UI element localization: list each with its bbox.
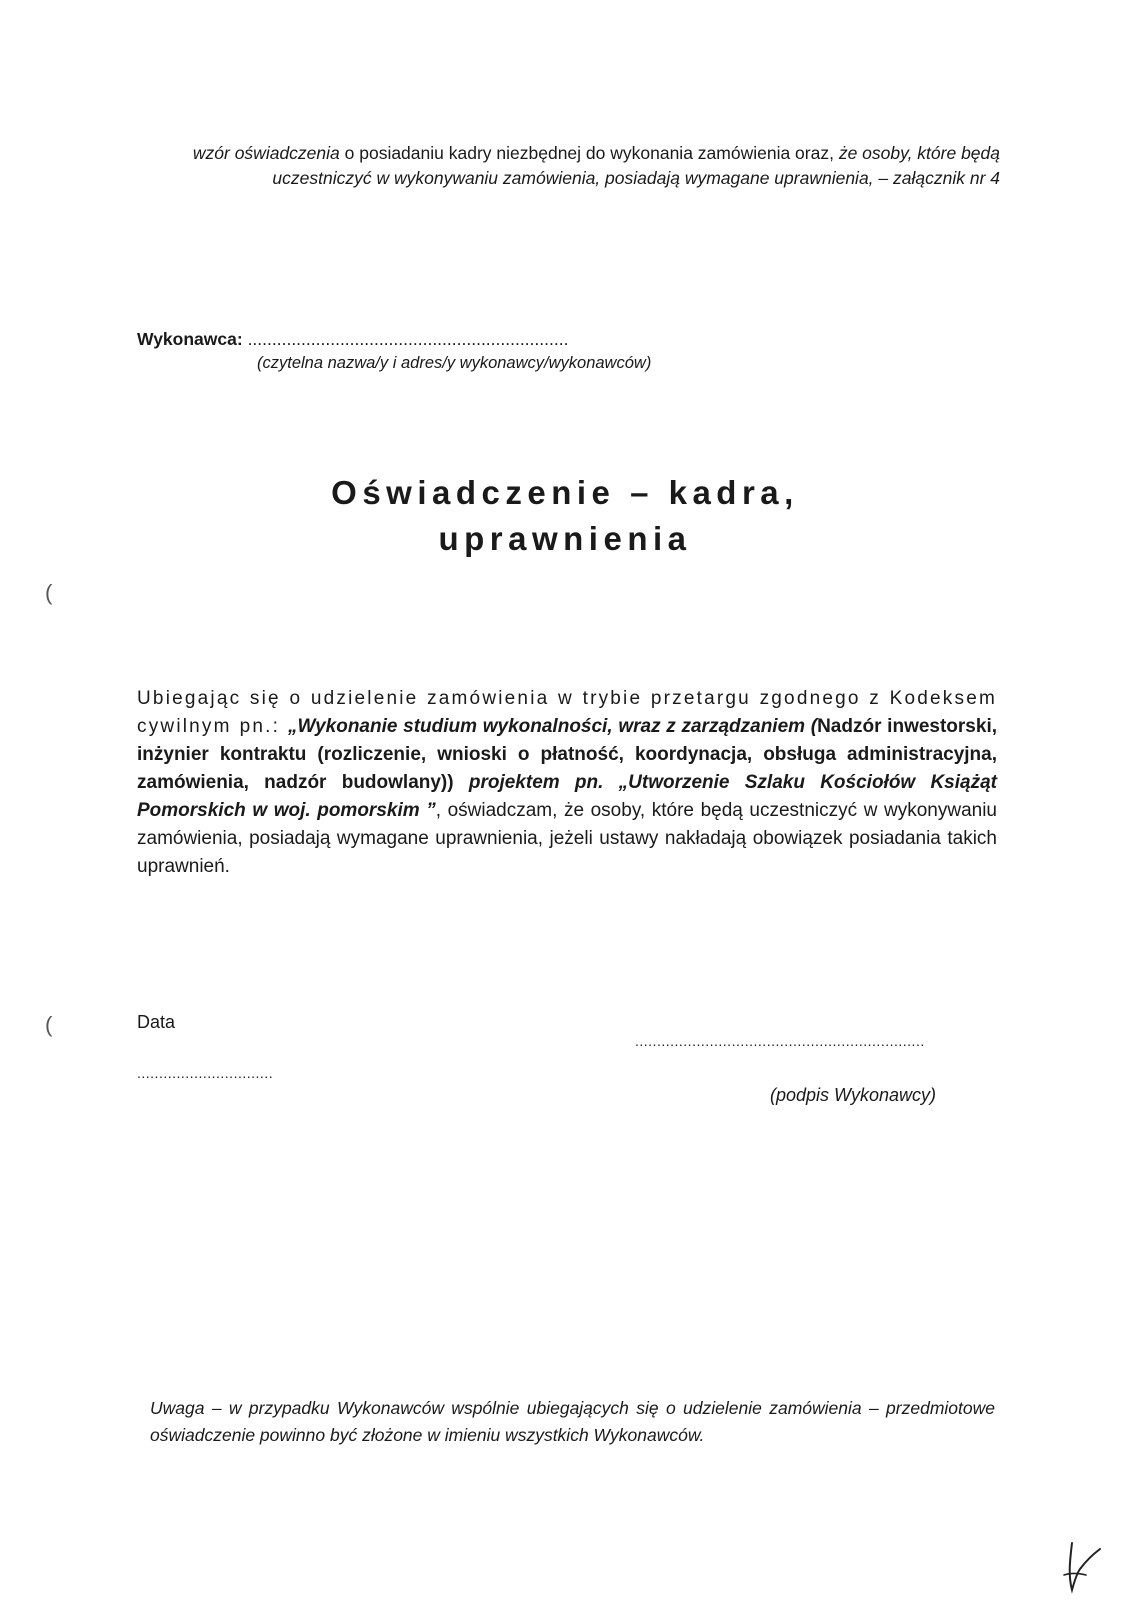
statement-project-name: „Wykonanie studium wykonalności, wraz z zarządzaniem ( [287, 716, 818, 737]
header-italic-lead: wzór oświadczenia [192, 143, 340, 163]
document-header [150, 141, 1000, 191]
date-label: Data [137, 1012, 176, 1032]
contractor-label: Wykonawca: [137, 329, 243, 349]
signature-label: (podpis Wykonawcy) [770, 1085, 937, 1105]
contractor-field [137, 327, 837, 375]
statement-paragraph [137, 685, 997, 881]
statement-ending: , oświadczam, że osoby, które będą uczestniczyć w wykonywaniu zamówienia, posiadają wymagane uprawnienia, jeżeli ustawy nakładają obowiązek posiadania takich uprawnień. [137, 800, 998, 877]
margin-mark: ( [45, 580, 53, 605]
contractor-hint: (czytelna nazwa/y i adres/y wykonawcy/wykonawców) [257, 354, 652, 372]
signature-dots: .................................................................. [635, 1033, 925, 1049]
handwritten-signature-icon [1050, 1535, 1110, 1595]
title-line-2: uprawnienia [438, 520, 692, 557]
statement-project-scope: Nadzór inwestorski, inżynier kontraktu (rozliczenie, wnioski o płatność, koordynacja, obsługa administracyjna, zamówienia, nadzór budowlany)) [137, 716, 997, 793]
header-italic-tail: że osoby, które będą uczestniczyć w wykonywaniu zamówienia, posiadają wymagane uprawnienia, – załącznik nr 4 [272, 143, 1000, 188]
statement-intro: Ubiegając się o udzielenie zamówienia w trybie przetargu zgodnego z Kodeksem cywilnym pn.: [137, 688, 997, 737]
document-title [240, 470, 890, 562]
header-plain: o posiadaniu kadry niezbędnej do wykonania zamówienia oraz, [339, 143, 839, 163]
title-line-1: Oświadczenie – kadra, [331, 474, 799, 511]
date-dots: ............................... [137, 1065, 274, 1081]
contractor-dots: .................................................................. [247, 329, 569, 349]
statement-project-title: projektem pn. „Utworzenie Szlaku Kościołów Książąt Pomorskich w woj. pomorskim ” [137, 772, 997, 821]
note-paragraph: Uwaga – w przypadku Wykonawców wspólnie ubiegających się o udzielenie zamówienia – przedmiotowe oświadczenie powinno być złożone w imieniu wszystkich Wykonawców. [150, 1398, 995, 1445]
margin-mark: ( [45, 1012, 53, 1037]
